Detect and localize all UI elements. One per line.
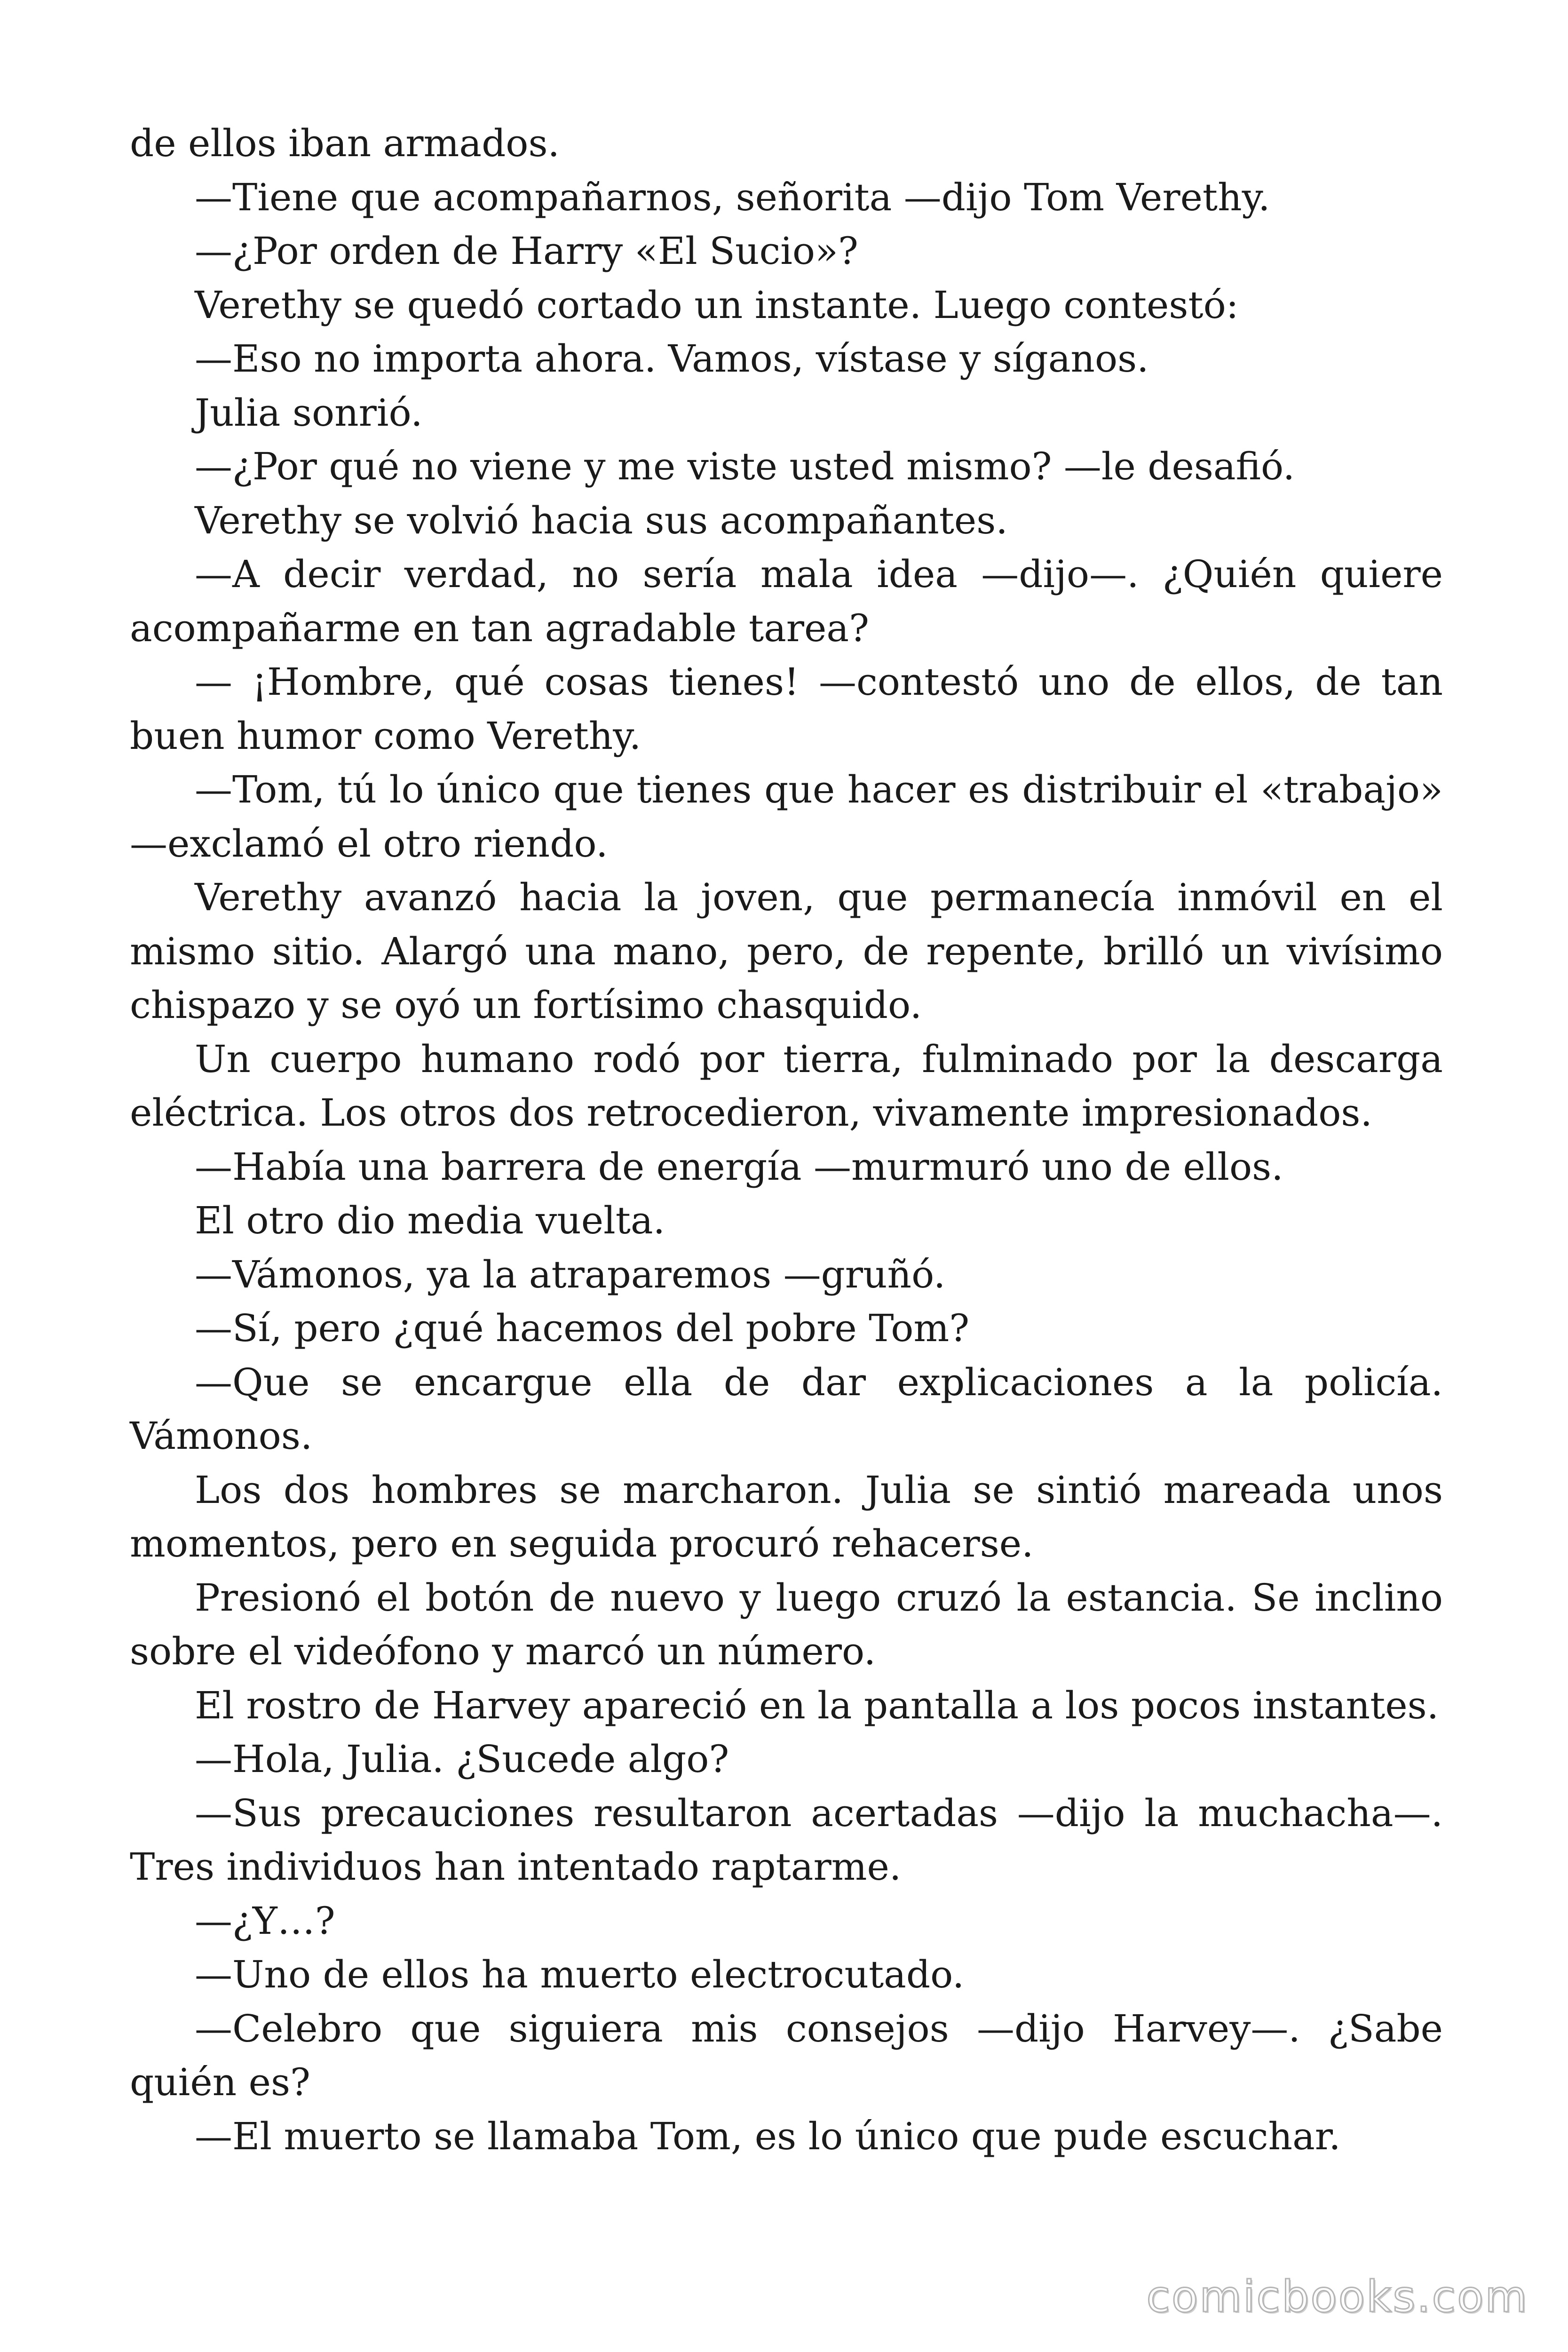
paragraph: —Hola, Julia. ¿Sucede algo?: [195, 1737, 729, 1781]
paragraph: —Celebro que siguiera mis consejos —dijo Harvey—. ¿Sabe quién es?: [130, 2006, 1443, 2104]
page-body-text: [130, 117, 1443, 2163]
paragraph: Verethy se volvió hacia sus acompañantes.: [195, 498, 1008, 542]
paragraph: —Sí, pero ¿qué hacemos del pobre Tom?: [195, 1306, 970, 1350]
paragraph: —Tiene que acompañarnos, señorita —dijo Tom Verethy.: [195, 175, 1270, 219]
paragraph: —Uno de ellos ha muerto electrocutado.: [195, 1953, 965, 1996]
paragraph: Un cuerpo humano rodó por tierra, fulminado por la descarga eléctrica. Los otros dos retrocedieron, vivamente impresionados.: [130, 1037, 1443, 1135]
paragraph: Verethy se quedó cortado un instante. Luego contestó:: [195, 283, 1239, 327]
paragraph: —Eso no importa ahora. Vamos, vístase y síganos.: [195, 337, 1149, 381]
paragraph: —El muerto se llamaba Tom, es lo único que pude escuchar.: [195, 2114, 1341, 2158]
paragraph: Los dos hombres se marcharon. Julia se sintió mareada unos momentos, pero en seguida procuró rehacerse.: [130, 1468, 1443, 1565]
paragraph: —Había una barrera de energía —murmuró uno de ellos.: [195, 1144, 1283, 1189]
paragraph: —Tom, tú lo único que tienes que hacer es distribuir el «trabajo» —exclamó el otro riendo.: [130, 768, 1443, 866]
paragraph: —A decir verdad, no sería mala idea —dijo—. ¿Quién quiere acompañarme en tan agradable tarea?: [130, 552, 1443, 650]
paragraph: Julia sonrió.: [195, 390, 423, 435]
paragraph: —Sus precauciones resultaron acertadas —dijo la muchacha—. Tres individuos han intentado raptarme.: [130, 1791, 1443, 1889]
paragraph: Verethy avanzó hacia la joven, que permanecía inmóvil en el mismo sitio. Alargó una mano, pero, de repente, brilló un vivísimo chispazo y se oyó un fortísimo chasquido.: [130, 875, 1443, 1027]
paragraph: —¿Por orden de Harry «El Sucio»?: [195, 229, 858, 273]
paragraph: —¿Y…?: [195, 1899, 335, 1943]
paragraph: El otro dio media vuelta.: [195, 1199, 665, 1242]
paragraph: Presionó el botón de nuevo y luego cruzó la estancia. Se inclino sobre el videófono y marcó un número.: [130, 1575, 1443, 1673]
paragraph: de ellos iban armados.: [130, 121, 560, 165]
paragraph: —¿Por qué no viene y me viste usted mismo? —le desafió.: [195, 445, 1295, 488]
watermark: comicbooks.com: [1146, 2272, 1528, 2322]
paragraph: — ¡Hombre, qué cosas tienes! —contestó uno de ellos, de tan buen humor como Verethy.: [130, 660, 1443, 758]
paragraph: —Vámonos, ya la atraparemos —gruñó.: [195, 1252, 946, 1296]
paragraph: El rostro de Harvey apareció en la pantalla a los pocos instantes.: [195, 1683, 1439, 1727]
paragraph: —Que se encargue ella de dar explicaciones a la policía. Vámonos.: [130, 1360, 1443, 1458]
